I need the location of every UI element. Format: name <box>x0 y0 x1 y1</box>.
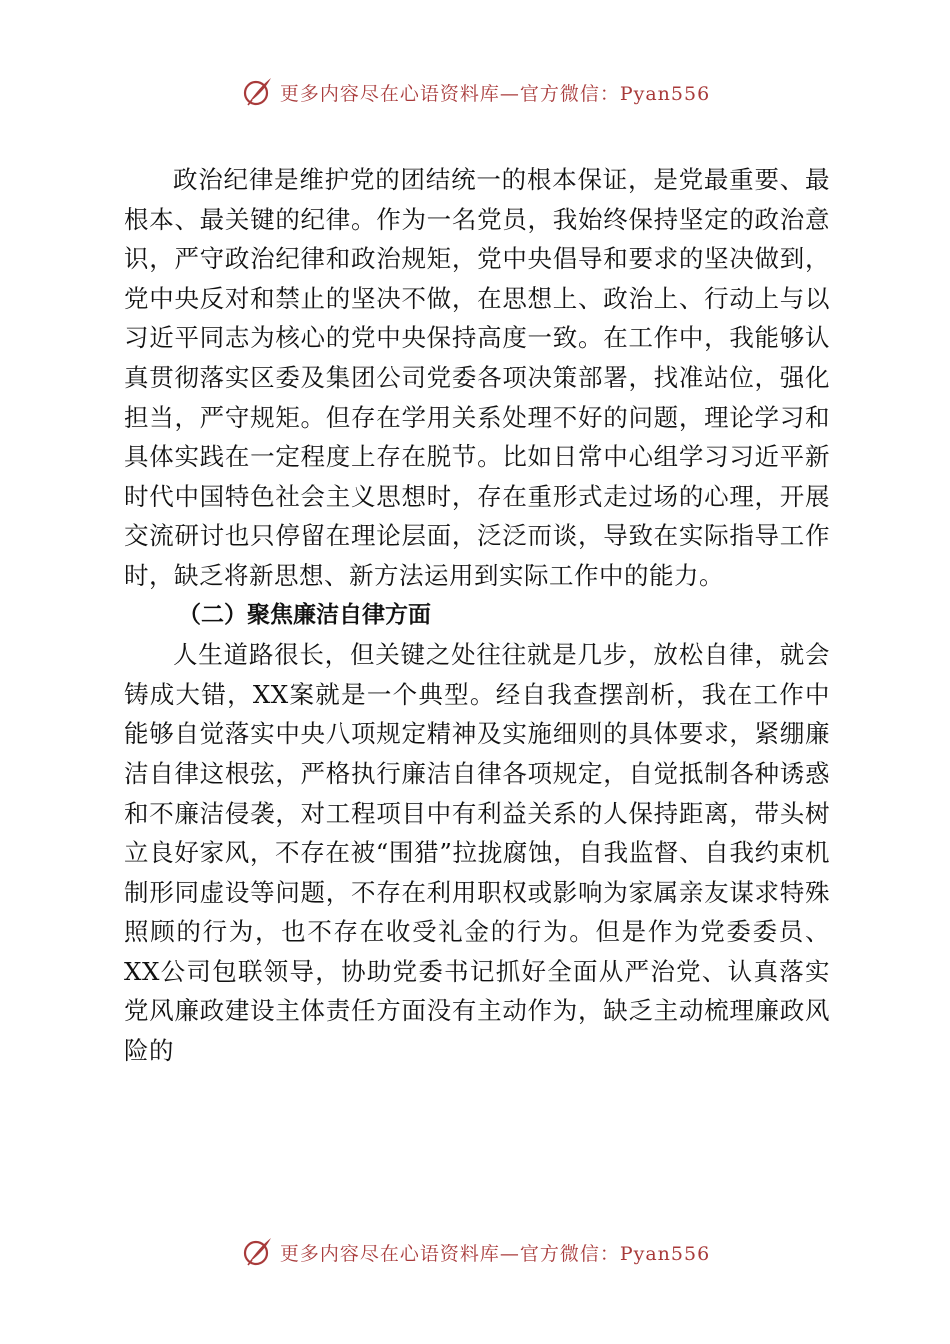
quill-circle-logo-icon <box>240 1235 274 1269</box>
footer-banner <box>0 1232 950 1272</box>
paragraph-integrity-self-discipline: 人生道路很长，但关键之处往往就是几步，放松自律，就会铸成大错，XX案就是一个典型。经自我查摆剖析，我在工作中能够自觉落实中央八项规定精神及实施细则的具体要求，紧绷廉洁自律这根弦，严格执行廉洁自律各项规定，自觉抵制各种诱惑和不廉洁侵袭，对工程项目中有利益关系的人保持距离，带头树立良好家风，不存在被“围猎”拉拢腐蚀，自我监督、自我约束机制形同虚设等问题，不存在利用职权或影响为家属亲友谋求特殊照顾的行为，也不存在收受礼金的行为。但是作为党委委员、XX公司包联领导，协助党委书记抓好全面从严治党、认真落实党风廉政建设主体责任方面没有主动作为，缺乏主动梳理廉政风险的 <box>124 640 830 1066</box>
quill-circle-logo-icon <box>240 75 274 109</box>
section-heading-integrity: （二）聚焦廉洁自律方面 <box>178 601 431 628</box>
paragraph-political-discipline: 政治纪律是维护党的团结统一的根本保证，是党最重要、最根本、最关键的纪律。作为一名党员，我始终保持坚定的政治意识，严守政治纪律和政治规矩，党中央倡导和要求的坚决做到，党中央反对和禁止的坚决不做，在思想上、政治上、行动上与以习近平同志为核心的党中央保持高度一致。在工作中，我能够认真贯彻落实区委及集团公司党委各项决策部署，找准站位，强化担当，严守规矩。但存在学用关系处理不好的问题，理论学习和具体实践在一定程度上存在脱节。比如日常中心组学习习近平新时代中国特色社会主义思想时，存在重形式走过场的心理，开展交流研讨也只停留在理论层面，泛泛而谈，导致在实际指导工作时，缺乏将新思想、新方法运用到实际工作中的能力。 <box>124 165 830 590</box>
footer-banner-text: 更多内容尽在心语资料库—官方微信：Pyan556 <box>279 1242 711 1265</box>
header-banner <box>0 72 950 112</box>
header-banner-text: 更多内容尽在心语资料库—官方微信：Pyan556 <box>279 82 711 105</box>
document-body <box>124 160 830 1071</box>
